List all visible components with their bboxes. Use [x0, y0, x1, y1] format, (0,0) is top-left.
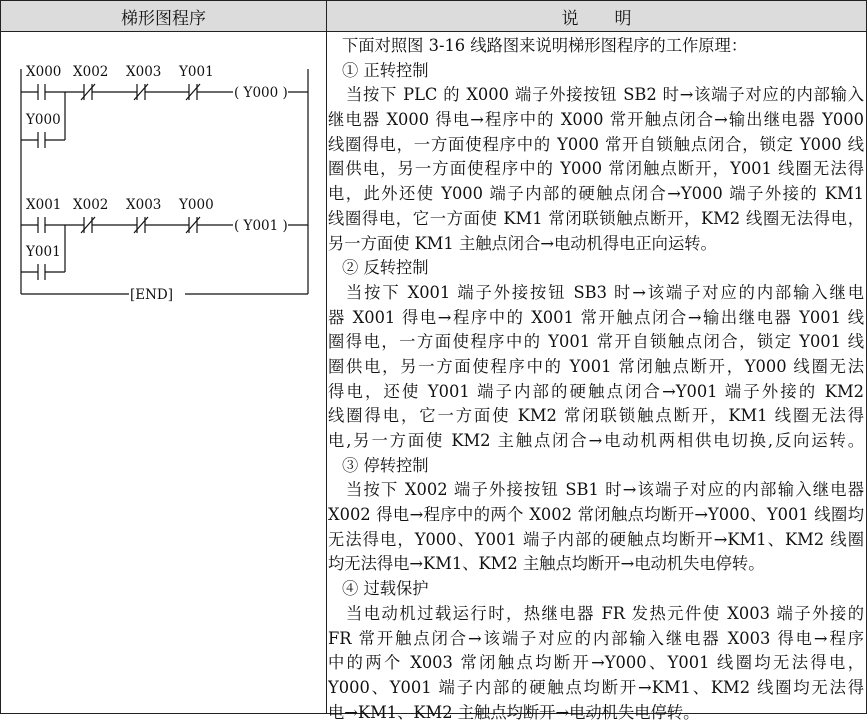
intro-line: 下面对照图 3-16 线路图来说明梯形图程序的工作原理：: [342, 36, 748, 55]
paragraph-line: 圈得电，一方面使程序中的 Y001 常开自锁触点闭合，锁定 Y001 线: [328, 332, 864, 352]
contact-y001-selfhold: [38, 264, 45, 280]
paragraph-line: FR 常开触点闭合→该端子对应的内部输入继电器 X003 得电→程序: [328, 628, 864, 648]
section-heading-overload: ④ 过载保护: [342, 579, 429, 599]
contact-x000-no: [38, 84, 45, 100]
paragraph-line: 线圈得电，它一方面使 KM2 常闭联锁触点断开，KM1 线圈无法得: [328, 406, 864, 426]
paragraph-line: 圈供电，另一方面使程序中的 Y000 常闭触点断开，Y001 线圈无法得: [328, 159, 864, 179]
contact-x001-no: [38, 217, 45, 233]
paragraph-line: 当按下 PLC 的 X000 端子外接按钮 SB2 时→该端子对应的内部输入: [346, 85, 864, 105]
paragraph-line: 继电器 X000 得电→程序中的 X000 常开触点闭合→输出继电器 Y000: [328, 110, 864, 130]
paragraph-line: 得电，还使 Y001 端子内部的硬触点闭合→Y001 端子外接的 KM2: [328, 381, 864, 401]
paragraph-line: X002 得电→程序中的两个 X002 常闭触点均断开→Y000、Y001 线圈均: [328, 505, 864, 525]
ladder-diagram: [1, 32, 326, 332]
paragraph-line: Y000、Y001 端子内部的硬触点均断开→KM1、KM2 线圈均无法得: [328, 677, 864, 697]
paragraph-line: 线圈得电，一方面使程序中的 Y000 常开自锁触点闭合，锁定 Y000 线: [328, 134, 864, 154]
section-heading-reverse: ② 反转控制: [342, 258, 429, 278]
ladder-svg: [1, 32, 326, 332]
explanation-text: [328, 34, 864, 725]
label-x002: X002: [73, 64, 109, 80]
paragraph-line: 当按下 X002 端子外接按钮 SB1 时→该端子对应的内部输入继电器: [346, 480, 864, 500]
coil-y001: ( Y001 ): [234, 218, 288, 234]
label-y000: Y000: [179, 197, 214, 213]
coil-y000: ( Y000 ): [234, 85, 288, 101]
label-x002-rung2: X002: [73, 197, 109, 213]
label-x003: X003: [126, 64, 162, 80]
paragraph-line: 器 X001 得电→程序中的 X001 常开触点闭合→输出继电器 Y001 线: [328, 307, 864, 327]
label-x000: X000: [26, 64, 62, 80]
label-y001: Y001: [179, 64, 214, 80]
paragraph-line: 中的两个 X003 常闭触点均断开→Y000、Y001 线圈均无法得电，: [328, 653, 864, 673]
label-y001-branch: Y001: [26, 244, 61, 260]
paragraph-line: 均无法得电→KM1、KM2 主触点均断开→电动机失电停转。: [328, 554, 765, 574]
paragraph-line: 当电动机过载运行时，热继电器 FR 发热元件使 X003 端子外接的: [346, 603, 864, 623]
paragraph-line: 电，此外还使 Y000 端子内部的硬触点闭合→Y000 端子外接的 KM1: [328, 184, 864, 204]
paragraph-line: 无法得电，Y000、Y001 端子内部的硬触点均断开→KM1、KM2 线圈: [328, 529, 864, 549]
header-explanation-label: 说明: [561, 8, 668, 29]
section-heading-stop: ③ 停转控制: [342, 455, 429, 475]
header-explanation: [327, 1, 866, 32]
label-x001: X001: [26, 197, 62, 213]
header-ladder-program: 梯形图程序: [1, 1, 327, 32]
section-heading-forward: ① 正转控制: [342, 60, 429, 80]
paragraph-line: 当按下 X001 端子外接按钮 SB3 时→该端子对应的内部输入继电: [346, 282, 864, 302]
paragraph-line: 电→KM1、KM2 主触点均断开→电动机失电停转。: [328, 702, 700, 722]
end-instruction: [END]: [130, 287, 174, 303]
paragraph-line: 另一方面使 KM1 主触点闭合→电动机得电正向运转。: [328, 233, 717, 253]
column-divider: [326, 31, 327, 713]
contact-y000-selfhold: [38, 132, 45, 148]
paragraph-line: 线圈得电，它一方面使 KM1 常闭联锁触点断开，KM2 线圈无法得电，: [328, 208, 864, 228]
paragraph-line: 电,另一方面使 KM2 主触点闭合→电动机两相供电切换,反向运转。: [328, 431, 864, 450]
paragraph-line: 圈供电，另一方面使程序中的 Y001 常闭触点断开，Y000 线圈无法: [328, 356, 864, 376]
label-x003-rung2: X003: [126, 197, 162, 213]
label-y000-branch: Y000: [26, 112, 61, 128]
